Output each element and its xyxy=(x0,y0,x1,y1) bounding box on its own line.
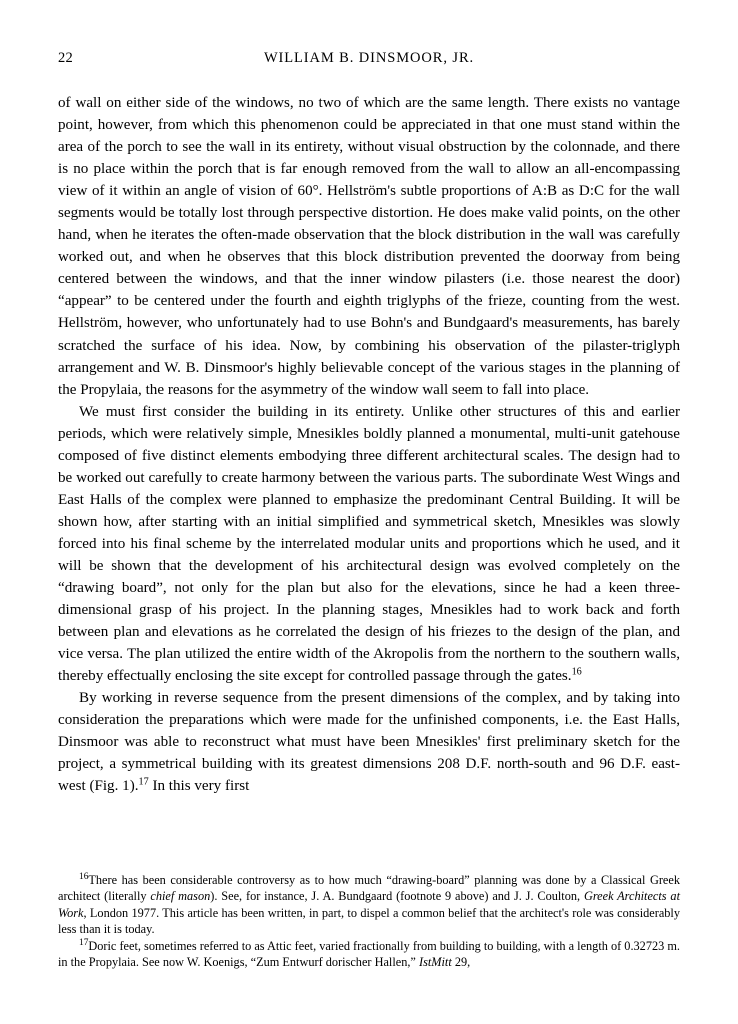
paragraph-3-text-after-reference: In this very first xyxy=(148,778,250,795)
footnote-block xyxy=(58,872,680,970)
page-header xyxy=(58,50,680,70)
body-text-column xyxy=(58,92,680,798)
footnote-17 xyxy=(58,938,680,971)
footnote-17-segment: Doric feet, sometimes referred to as Attic feet, varied fractionally from building to building, with a length of 0.32723 m. in the Propylaia. See now W. Koenigs, “Zum Entwurf dorischer Hallen,” xyxy=(58,938,680,970)
footnote-16-number: 16 xyxy=(79,872,89,882)
footnote-17-number: 17 xyxy=(79,937,89,948)
paragraph-2 xyxy=(58,401,680,688)
paragraph-3-text-before-reference: By working in reverse sequence from the present dimensions of the complex, and by taking into consideration the preparations which were made for the unfinished components, i.e. the East Halls, Dinsmoor was able to reconstruct what must have been Mnesikles' first preliminary sketch for the project, a symmetrical building with its greatest dimensions 208 D.F. north-south and 96 D.F. east-west (Fig. 1). xyxy=(58,690,680,795)
footnote-16-segment: chief mason xyxy=(150,889,211,904)
footnote-17-segment: IstMitt xyxy=(418,955,452,970)
footnote-reference-16[interactable]: 16 xyxy=(571,666,582,678)
footnote-16-segment: There has been considerable controversy as to how much “drawing-board” planning was done by a Classical Greek architect (literally xyxy=(58,873,680,904)
footnote-17-segment: 29, xyxy=(451,955,471,970)
footnote-16-segment: ). See, for instance, J. A. Bundgaard (footnote 9 above) and J. J. Coulton, xyxy=(210,889,584,904)
running-head-author: WILLIAM B. DINSMOOR, JR. xyxy=(263,50,475,66)
footnote-16 xyxy=(58,872,680,938)
footnote-16-text xyxy=(58,873,680,936)
paragraph-2-text: We must first consider the building in its entirety. Unlike other structures of this and earlier periods, which were relatively simple, Mnesikles boldly planned a monumental, multi-unit gatehouse composed of five distinct elements embodying three different architectural scales. The design had to be worked out carefully to create harmony between the various parts. The subordinate West Wings and East Halls of the complex were planned to emphasize the predominant Central Building. It will be shown how, after starting with an initial simplified and symmetrical sketch, Mnesikles was slowly forced into his final scheme by the interrelated modular units and proportions which he used, and it will be shown that the development of his architectural design was evolved completely on the “drawing board”, not only for the plan but also for the elevations, since he had a keen three-dimensional grasp of his project. In the planning stages, Mnesikles had to work back and forth between plan and elevations as he correlated the design of his friezes to the design of the plan, and vice versa. The plan utilized the entire width of the Akropolis from the northern to the southern walls, thereby effectually enclosing the site except for controlled passage through the gates. xyxy=(58,403,680,685)
paragraph-3 xyxy=(58,687,680,797)
footnote-reference-17[interactable]: 17 xyxy=(138,776,149,788)
footnote-17-text xyxy=(58,939,680,969)
page-number: 22 xyxy=(58,50,73,66)
paragraph-1: of wall on either side of the windows, no two of which are the same length. There exists no vantage point, however, from which this phenomenon could be appreciated in that one must stand within the area of the porch to see the wall in its entirety, without visual obstruction by the colonnade, and there is no place within the porch that is far enough removed from the wall to allow an all-encompassing view of it within an angle of vision of 60°. Hellström's subtle proportions of A:B as D:C for the wall segments would be totally lost through perspective distortion. He does make valid points, on the other hand, when he iterates the often-made observation that the block distribution in the wall was carefully worked out, and when he observes that this block distribution prevented the doorway from being centered between the windows, and that the inner window pilasters (i.e. those nearest the door) “appear” to be centered under the fourth and eighth triglyphs of the frieze, counting from the west. Hellström, however, who unfortunately had to use Bohn's and Bundgaard's measurements, has barely scratched the surface of his idea. Now, by combining his observation of the pilaster-triglyph arrangement and W. B. Dinsmoor's highly believable concept of the various stages in the planning of the Propylaia, the reasons for the asymmetry of the window wall seem to fall into place. xyxy=(58,95,680,398)
footnote-16-segment: , London 1977. This article has been written, in part, to dispel a common belief that the architect's role was considerably less than it is today. xyxy=(58,905,680,937)
footnote-16-segment: Greek Architects at Work xyxy=(58,889,680,920)
